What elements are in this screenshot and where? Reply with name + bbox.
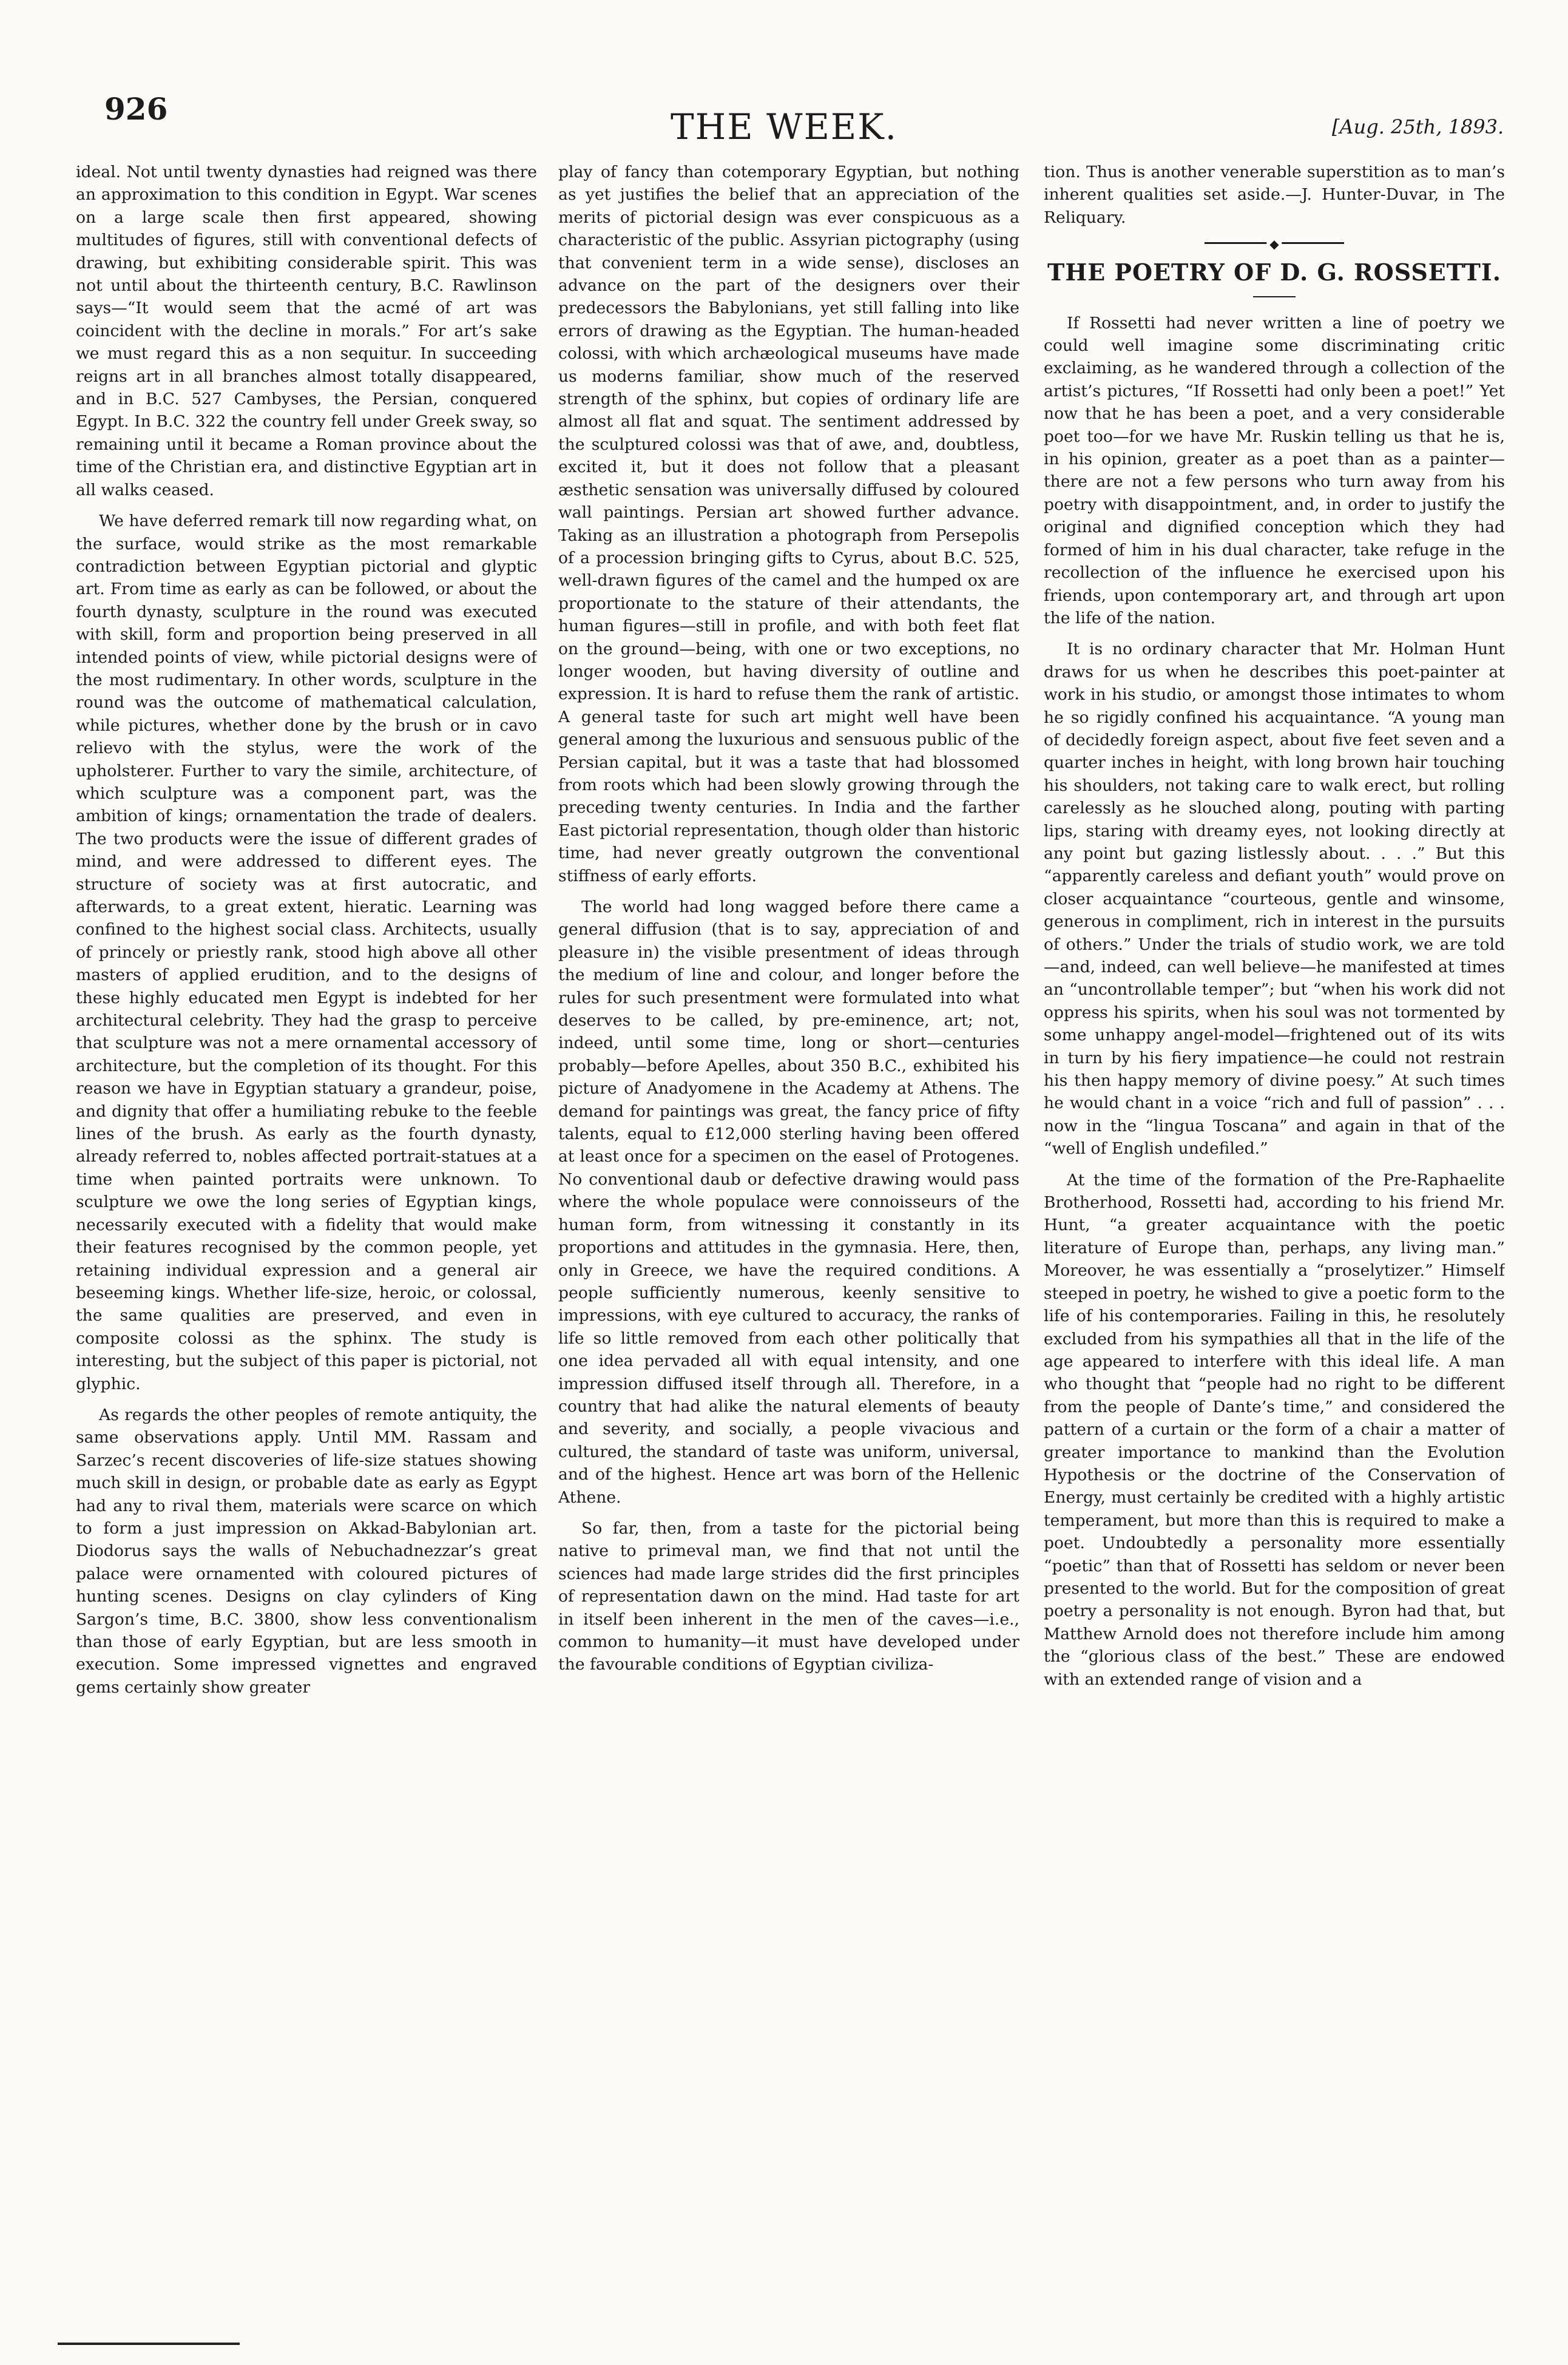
ornamental-divider xyxy=(1205,242,1344,248)
paragraph: The world had long wagged before there came a general diffusion (that is to say, appreciation of and pleasure in) the visible presentment of ideas through the medium of line and colour, and longer before the rules for such presentment were formulated into what deserves to be called, by pre-eminence, art; not, indeed, until some time, long or short—centuries probably—before Apelles, about 350 B.C., exhibited his picture of Anadyomene in the Academy at Athens. The demand for paintings was great, the fancy price of fifty talents, equal to £12,000 sterling having been offered at least once for a specimen on the easel of Protogenes. No conventional daub or defective drawing would pass where the whole populace were connoisseurs of the human form, from witnessing it constantly in its proportions and attitudes in the gymnasia. Here, then, only in Greece, we have the required conditions. A people sufficiently numerous, keenly sensitive to impressions, with eye cultured to accuracy, the ranks of life so little removed from each other politically that one idea pervaded all with equal intensity, and one impression diffused itself through all. Therefore, in a country that had alike the natural elements of beauty and severity, and socially, a people vivacious and cultured, the standard of taste was uniform, universal, and of the highest. Hence art was born of the Hellenic Athene. xyxy=(558,898,1019,1507)
paragraph: As regards the other peoples of remote antiquity, the same observations apply. Until MM. Rassam and Sarzec’s recent discoveries of life-size statues showing much skill in design, or probable date as early as Egypt had any to rival them, materials were scarce on which to form a just impression on Akkad-Babylonian art. Diodorus says the walls of Nebuchadnezzar’s great palace were ornamented with coloured pictures of hunting scenes. Designs on clay cylinders of King Sargon’s time, B.C. 3800, show less conventionalism than those of early Egyptian, but are less smooth in execution. Some impressed vignettes and engraved gems certainly show greater xyxy=(76,1405,537,1697)
paragraph: We have deferred remark till now regarding what, on the surface, would strike as the most remarkable contradiction between Egyptian pictorial and glyptic art. From time as early as can be followed, or about the fourth dynasty, sculpture in the round was executed with skill, form and proportion being preserved in all intended points of view, while pictorial designs were of the most rudimentary. In other words, sculpture in the round was the outcome of mathematical calculation, while pictures, whether done by the brush or in cavo relievo with the stylus, were the work of the upholsterer. Further to vary the simile, architecture, of which sculpture was a component part, was the ambition of kings; ornamentation the trade of dealers. The two products were the issue of different grades of mind, and were addressed to different eyes. The structure of society was at first autocratic, and afterwards, to a great extent, hieratic. Learning was confined to the highest social class. Architects, usually of princely or priestly rank, stood high above all other masters of applied erudition, and to the designs of these highly educated men Egypt is indebted for her architectural celebrity. They had the grasp to perceive that sculpture was not a mere ornamental accessory of architecture, but the completion of its thought. For this reason we have in Egyptian statuary a grandeur, poise, and dignity that offer a humiliating rebuke to the feeble lines of the brush. As early as the fourth dynasty, already referred to, nobles affected portrait-statues at a time when painted portraits were unknown. To sculpture we owe the long series of Egyptian kings, necessarily executed with a fidelity that would make their features recognised by the common people, yet retaining individual expression and a general air beseeming kings. Whether life-size, heroic, or colossal, the same qualities are preserved, and even in composite colossi as the sphinx. The study is interesting, but the subject of this paper is pictorial, not glyphic. xyxy=(76,512,537,1393)
issue-date: [Aug. 25th, 1893. xyxy=(1332,115,1504,138)
article-end-credit: tion. Thus is another venerable superstition as to man’s inherent qualities set aside.—J. Hunter-Duvar, in The Reliquary. xyxy=(1044,163,1505,227)
column-2 xyxy=(558,161,1019,2321)
page-number: 926 xyxy=(104,91,168,127)
title-rule xyxy=(1253,296,1296,297)
paragraph: So far, then, from a taste for the pictorial being native to primeval man, we find that not until the sciences had made large strides did the first principles of representation dawn on the mind. Had taste for art in itself been inherent in the men of the caves—i.e., common to humanity—it must have developed under the favourable conditions of Egyptian civiliza- xyxy=(558,1518,1019,1674)
paragraph: If Rossetti had never written a line of poetry we could well imagine some discriminating critic exclaiming, as he wandered through a collection of the artist’s pictures, “If Rossetti had only been a poet!” Yet now that he has been a poet, and a very considerable poet too—for we have Mr. Ruskin telling us that he is, in his opinion, greater as a poet than as a painter—there are not a few persons who turn away from his poetry with disappointment, and, in order to justify the original and dignified conception which they had formed of him in his dual character, take refuge in the recollection of the influence he exercised upon his friends, upon contemporary art, and through art upon the life of the nation. xyxy=(1044,313,1505,628)
footer-rule xyxy=(58,2343,240,2345)
paragraph: play of fancy than cotemporary Egyptian, but nothing as yet justifies the belief that an appreciation of the merits of pictorial design was ever conspicuous as a characteristic of the public. Assyrian pictography (using that convenient term in a wide sense), discloses an advance on the part of the designers over their predecessors the Babylonians, yet still falling into like errors of drawing as the Egyptian. The human-headed colossi, with which archæological museums have made us moderns familiar, show much of the reserved strength of the sphinx, but copies of ordinary life are almost all flat and squat. The sentiment addressed by the sculptured colossi was that of awe, and, doubtless, excited it, but it does not follow that a pleasant æsthetic sensation was universally diffused by coloured wall paintings. Persian art showed further advance. Taking as an illustration a photograph from Persepolis of a procession bringing gifts to Cyrus, about B.C. 525, well-drawn figures of the camel and the humped ox are proportionate to the stature of their attendants, the human figures—still in profile, and with both feet flat on the ground—being, with one or two exceptions, no longer wooden, but having diversity of outline and expression. It is hard to refuse them the rank of artistic. A general taste for such art might well have been general among the luxurious and sensuous public of the Persian capital, but it was a taste that had blossomed from roots which had been slowly growing through the preceding twenty centuries. In India and the farther East pictorial representation, though older than historic time, had never greatly outgrown the conventional stiffness of early efforts. xyxy=(558,163,1019,885)
column-3 xyxy=(1044,161,1505,2321)
paragraph: ideal. Not until twenty dynasties had reigned was there an approximation to this condition in Egypt. War scenes on a large scale then first appeared, showing multitudes of figures, still with conventional defects of drawing, but exhibiting considerable spirit. This was not until about the thirteenth century, B.C. Rawlinson says—“It would seem that the acmé of art was coincident with the decline in morals.” For art’s sake we must regard this as a non sequitur. In succeeding reigns art in all branches almost totally disappeared, and in B.C. 527 Cambyses, the Persian, conquered Egypt. In B.C. 322 the country fell under Greek sway, so remaining until it became a Roman province about the time of the Christian era, and distinctive Egyptian art in all walks ceased. xyxy=(76,163,537,499)
article-title: THE POETRY OF D. G. ROSSETTI. xyxy=(1047,259,1501,286)
masthead: THE WEEK. xyxy=(670,106,898,147)
column-1 xyxy=(76,161,537,2321)
paragraph: At the time of the formation of the Pre-Raphaelite Brotherhood, Rossetti had, according to his friend Mr. Hunt, “a greater acquaintance with the poetic literature of Europe than, perhaps, any living man.” Moreover, he was essentially a “proselytizer.” Himself steeped in poetry, he wished to give a poetic form to the life of his contemporaries. Failing in this, he resolutely excluded from his sympathies all that in the life of the age appeared to interfere with this ideal life. A man who thought that “people had no right to be different from the people of Dante’s time,” and considered the pattern of a curtain or the form of a chair a matter of greater importance to mankind than the Evolution Hypothesis or the doctrine of the Conservation of Energy, must certainly be credited with a highly artistic temperament, but more than this is required to make a poet. Undoubtedly a personality more essentially “poetic” than that of Rossetti has seldom or never been presented to the world. But for the composition of great poetry a personality is not enough. Byron had that, but Matthew Arnold does not therefore include him among the “glorious class of the best.” These are endowed with an extended range of vision and a xyxy=(1044,1170,1505,1689)
paragraph: It is no ordinary character that Mr. Holman Hunt draws for us when he describes this poet-painter at work in his studio, or amongst those intimates to whom he so rigidly confined his acquaintance. “A young man of decidedly foreign aspect, about five feet seven and a quarter inches in height, with long brown hair touching his shoulders, not taking care to walk erect, but rolling carelessly as he slouched along, pouting with parting lips, staring with dreamy eyes, not looking directly at any point but gazing listlessly about. . . .” But this “apparently careless and defiant youth” would prove on closer acquaintance “courteous, gentle and winsome, generous in compliment, rich in interest in the pursuits of others.” Under the trials of studio work, we are told—and, indeed, can well believe—he manifested at times an “uncontrollable temper”; but “when his work did not oppress his spirits, when his soul was not tormented by some unhappy angel-model—frightened out of its wits in turn by his fiery impatience—he could not restrain his then happy memory of divine poesy.” At such times he would chant in a voice “rich and full of passion” . . . now in the “lingua Toscana” and again in that of the “well of English undefiled.” xyxy=(1044,640,1505,1159)
